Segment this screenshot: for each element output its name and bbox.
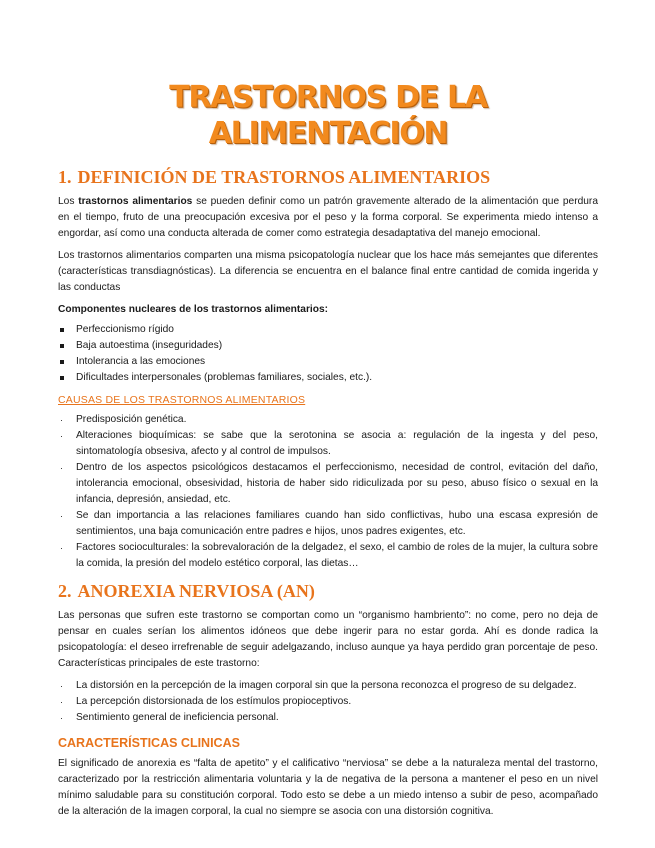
dot-bullet-icon: · (60, 713, 63, 723)
section-1-paragraph-2: Los trastornos alimentarios comparten una misma psicopatología nuclear que los hace más semejantes que diferentes (características transdiagnósticas). La diferencia se encuentra en el balance final entre cantidad de comida ingerida y las conductas (58, 250, 598, 293)
list-item-text: Dentro de los aspectos psicológicos destacamos el perfeccionismo, necesidad de control, evitación del daño, intolerancia emocional, obsesividad, historia de haber sido ridiculizada por su peso, abuso físico o sexual en la infancia, depresión, ansiedad, etc. (76, 462, 598, 505)
clinical-heading: CARACTERÍSTICAS CLINICAS (58, 736, 240, 750)
clinical-paragraph: El significado de anorexia es “falta de apetito” y el calificativo “nerviosa” se debe a la naturaleza mental del trastorno, caracterizado por la restricción alimentaria voluntaria y la de negativa de la persona a mantener el peso en un nivel mínimo saludable para su constitución corporal. Todo esto se debe a un miedo intenso a subir de peso, acompañado de la alteración de la imagen corporal, la cual no siempre se asocia con una distorsión cognitiva. (58, 758, 598, 817)
causes-heading: CAUSAS DE LOS TRASTORNOS ALIMENTARIOS (58, 394, 306, 406)
list-item-text: Alteraciones bioquímicas: se sabe que la serotonina se asocia a: regulación de la ingesta y del peso, sintomatología obsesiva, afecto y al control de impulsos. (76, 430, 598, 457)
list-item-text: Sentimiento general de ineficiencia personal. (76, 712, 279, 723)
list-item-text: Dificultades interpersonales (problemas familiares, sociales, etc.). (76, 372, 373, 383)
dot-bullet-icon: · (60, 415, 63, 425)
square-bullet-icon (60, 376, 64, 380)
list-item-text: Factores socioculturales: la sobrevaloración de la delgadez, el sexo, el cambio de roles de la mujer, la cultura sobre la comida, la presión del modelo estético corporal, las dietas… (76, 542, 598, 569)
list-item (58, 428, 598, 460)
list-item (58, 540, 598, 572)
section-2-paragraph-1: Las personas que sufren este trastorno se comportan como un “organismo hambriento”: no come, pero no deja de pensar en cuales serían los alimentos idóneos que debe ingerir para no estar gorda. Ahí es donde radica la psicopatología: el deseo irrefrenable de seguir adelgazando, incluso aunque ya haya perdido gran porcentaje de peso. Características principales de este trastorno: (58, 610, 598, 669)
list-item-text: Intolerancia a las emociones (76, 356, 206, 367)
square-bullet-icon (60, 328, 64, 332)
dot-bullet-icon: · (60, 511, 63, 521)
dot-bullet-icon: · (60, 697, 63, 707)
list-item-text: La distorsión en la percepción de la imagen corporal sin que la persona reconozca el progreso de su delgadez. (76, 680, 577, 691)
list-item (58, 678, 598, 694)
list-item (58, 694, 598, 710)
dot-bullet-icon: · (60, 431, 63, 441)
list-item (58, 508, 598, 540)
list-item (58, 338, 598, 354)
dot-bullet-icon: · (60, 463, 63, 473)
section-1-number: 1. (58, 167, 72, 187)
features-list (58, 678, 598, 726)
document-page (58, 80, 598, 826)
components-heading: Componentes nucleares de los trastornos alimentarios: (58, 304, 329, 315)
page-title: TRASTORNOS DE LA ALIMENTACIÓN (169, 80, 487, 151)
section-1-heading-text: DEFINICIÓN DE TRASTORNOS ALIMENTARIOS (77, 167, 491, 187)
section-2-number: 2. (58, 581, 72, 601)
list-item (58, 460, 598, 508)
list-item (58, 370, 598, 386)
list-item-text: Baja autoestima (inseguridades) (76, 340, 223, 351)
dot-bullet-icon: · (60, 681, 63, 691)
section-2-heading-text: ANOREXIA NERVIOSA (AN) (77, 581, 315, 601)
section-1-heading (58, 166, 598, 188)
p1-rest: se pueden definir como un patrón gravemente alterado de la alimentación que perdura en el tiempo, fruto de una preocupación excesiva por el peso y la forma corporal. Se experimenta miedo intenso a engordar, así como una conducta alterada de comer como estrategia desadaptativa del manejo emocional. (58, 196, 598, 239)
square-bullet-icon (60, 360, 64, 364)
section-1-paragraph-1 (58, 194, 598, 242)
list-item-text: La percepción distorsionada de los estímulos propioceptivos. (76, 696, 352, 707)
p1-lead: Los (58, 196, 79, 207)
dot-bullet-icon: · (60, 543, 63, 553)
list-item (58, 412, 598, 428)
components-list (58, 322, 598, 386)
p1-bold-term: trastornos alimentarios (78, 196, 193, 207)
list-item-text: Se dan importancia a las relaciones familiares cuando han sido conflictivas, hubo una escasa expresión de sentimientos, una baja comunicación entre padres e hijos, unos padres exigentes, etc. (76, 510, 598, 537)
list-item (58, 354, 598, 370)
list-item-text: Predisposición genética. (76, 414, 187, 425)
causes-list (58, 412, 598, 572)
list-item (58, 710, 598, 726)
list-item-text: Perfeccionismo rígido (76, 324, 174, 335)
square-bullet-icon (60, 344, 64, 348)
section-2-heading (58, 580, 598, 602)
list-item (58, 322, 598, 338)
